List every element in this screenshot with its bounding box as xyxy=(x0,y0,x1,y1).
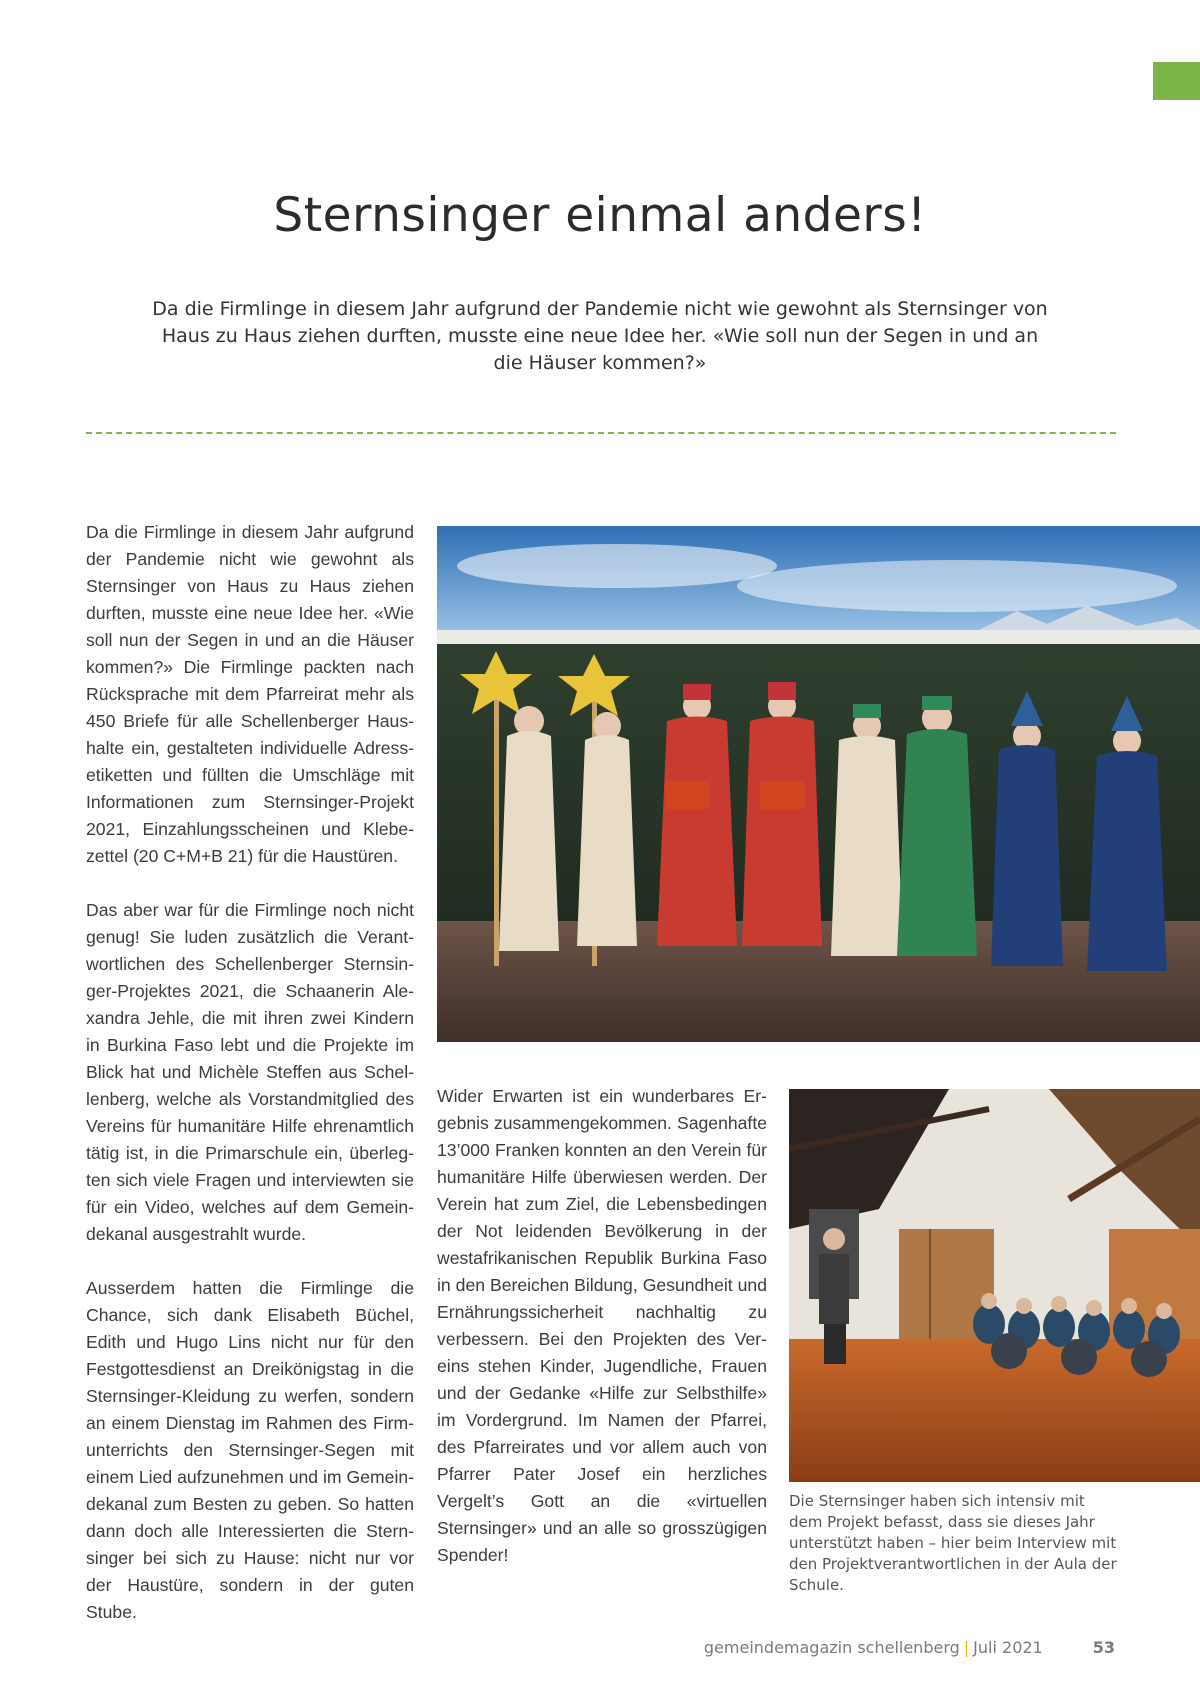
body-paragraph: Ausserdem hatten die Firmlinge die Chance, sich dank Elisabeth Büchel, Edith und Hugo Lins nicht nur für den Festgottesdienst an Dreikönigstag in die Sternsinger-Kleidung zu werfen, sondern an einem Dienstag im Rahmen des Firmunterrichts den Sternsinger-Segen mit einem Lied aufzunehmen und im Gemeindekanal zum Besten zu geben. So hatten dann doch alle Interessierten die Sternsinger bei sich zu Hause: nicht nur vor der Haustüre, sondern in der guten Stube. xyxy=(86,1278,414,1622)
article-title: Sternsinger einmal anders! xyxy=(273,188,927,243)
body-paragraph: Da die Firmlinge in diesem Jahr aufgrund der Pandemie nicht wie gewohnt als Sternsinger von Haus zu Haus ziehen durften, musste eine neue Idee her. «Wie soll nun der Segen in und an die Häuser kommen?» Die Firmlinge packten nach Rücksprache mit dem Pfarreirat mehr als 450 Briefe für alle Schellenberger Haushalte ein, gestalteten individuelle Adressetiketten und füllten die Umschläge mit Informationen zum Sternsinger-Projekt 2021, Einzahlungsscheinen und Klebezettel (20 C+M+B 21) für die Haustüren. xyxy=(86,522,414,866)
magazine-name: gemeindemagazin schellenberg xyxy=(703,1638,960,1657)
middle-column xyxy=(437,1083,767,1596)
section-tab xyxy=(1153,62,1200,100)
body-paragraph: Wider Erwarten ist ein wunderbares Ergebnis zusammengekommen. Sagenhafte 13’000 Franken konnten an den Verein für humanitäre Hilfe überwiesen werden. Der Verein hat zum Ziel, die Lebensbedingen der Not leidenden Bevölkerung in der westafrikanischen Republik Burkina Faso in den Bereichen Bildung, Gesundheit und Ernährungssicherheit nachhaltig zu verbessern. Bei den Projekten des Vereins stehen Kinder, Jugendliche, Frauen und der Gedanke «Hilfe zur Selbsthilfe» im Vordergrund. Im Namen der Pfarrei, des Pfarreirates und vor allem auch von Pfarrer Pater Josef ein herzliches Vergelt’s Gott an die «virtuellen Sternsinger» und an alle so grosszügigen Spender! xyxy=(437,1086,767,1565)
aula-interview-photo xyxy=(789,1089,1200,1482)
article-lead: Da die Firmlinge in diesem Jahr aufgrund der Pandemie nicht wie gewohnt als Sternsinger von Haus zu Haus ziehen durften, musste eine neue Idee her. «Wie soll nun der Segen in und an die Häuser kommen?» xyxy=(152,298,1048,374)
footer-separator: | xyxy=(963,1638,970,1657)
photo-caption: Die Sternsinger haben sich intensiv mit dem Projekt befasst, dass sie dieses Jahr unterstützt haben – hier beim Interview mit den Projektverantwortlichen in der Aula der Schule. xyxy=(789,1492,1117,1594)
dashed-divider xyxy=(86,432,1116,434)
page-number: 53 xyxy=(1092,1638,1115,1657)
issue-date: Juli 2021 xyxy=(973,1638,1043,1657)
body-paragraph: Das aber war für die Firmlinge noch nicht genug! Sie luden zusätzlich die Verantwortlichen des Schellenberger Sternsinger-Projektes 2021, die Schaanerin Alexandra Jehle, die mit ihren zwei Kindern in Burkina Faso lebt und die Projekte im Blick hat und Michèle Steffen aus Schellenberg, welche als Vorstandmitglied des Vereins für humanitäre Hilfe ehrenamtlich tätig ist, in die Primarschule ein, überlegten sich viele Fragen und interviewten sie für ein Video, welches auf dem Gemeindekanal ausgestrahlt wurde. xyxy=(86,900,414,1244)
page-footer xyxy=(640,1638,1115,1657)
sternsinger-group-photo xyxy=(437,526,1200,1042)
left-column xyxy=(86,519,414,1653)
